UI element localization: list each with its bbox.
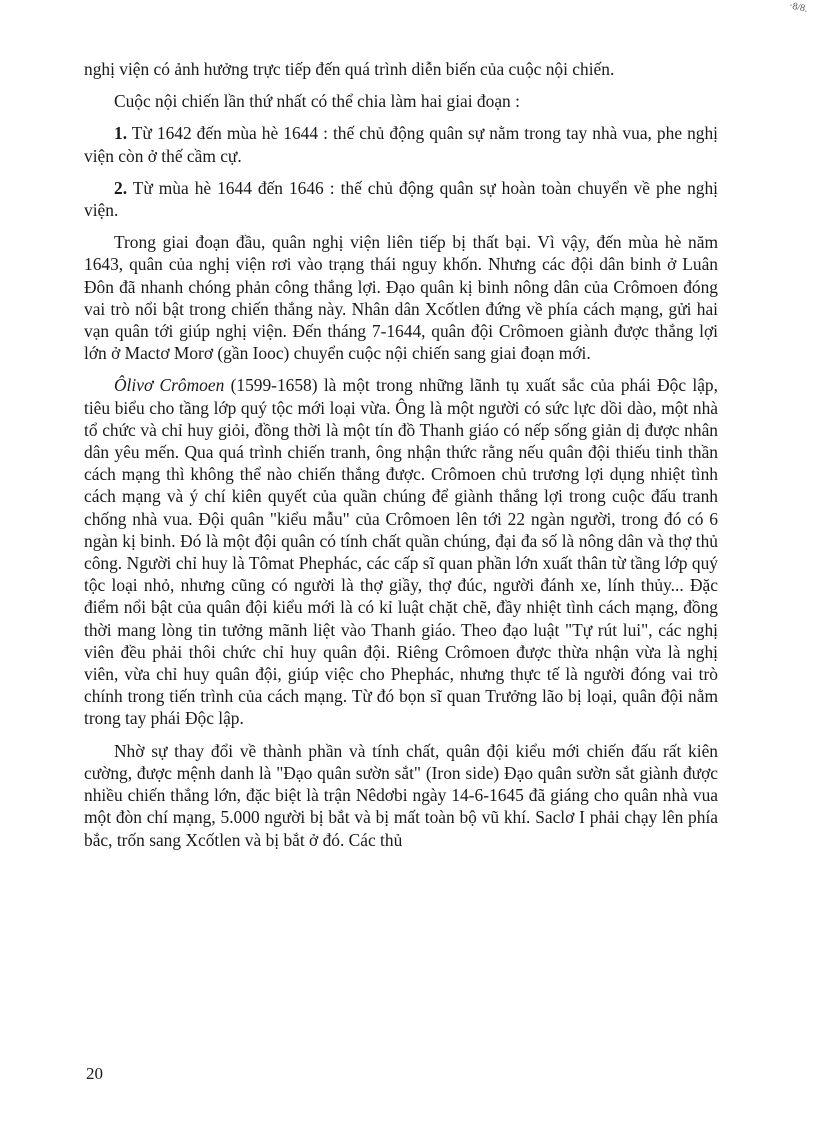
page-body: [84, 58, 718, 851]
stage-text: Từ mùa hè 1644 đến 1646 : thế chủ động quân sự hoàn toàn chuyển về phe nghị viện.: [84, 177, 718, 221]
paragraph-ironside: Nhờ sự thay đổi về thành phần và tính chất, quân đội kiểu mới chiến đấu rất kiên cường, được mệnh danh là "Đạo quân sườn sắt" (Iron side) Đạo quân sườn sắt giành được nhiều chiến thắng lớn, đặc biệt là trận Nêdơbi ngày 14-6-1645 đã giáng cho quân nhà vua một đòn chí mạng, 5.000 người bị bắt và bị mất toàn bộ vũ khí. Saclơ I phải chạy lên phía bắc, trốn sang Xcốtlen và bị bắt ở đó. Các thủ: [84, 740, 718, 850]
paragraph-intro: nghị viện có ảnh hưởng trực tiếp đến quá trình diễn biến của cuộc nội chiến.: [84, 59, 615, 79]
stage-item-2: [84, 177, 718, 221]
stage-number: 2.: [114, 177, 128, 198]
stage-number: 1.: [114, 123, 128, 144]
paragraph-first-phase: Trong giai đoạn đầu, quân nghị viện liên tiếp bị thất bại. Vì vậy, đến mùa hè năm 1643, quân của nghị viện rơi vào trạng thái nguy khốn. Nhưng các đội dân binh ở Luân Đôn đã nhanh chóng phản công thắng lợi. Đạo quân kị binh nông dân của Crômoen đóng vai trò nổi bật trong chiến thắng này. Nhân dân Xcốtlen đứng về phía cách mạng, gửi hai vạn quân tới giúp nghị viện. Đến tháng 7-1644, quân đội Crômoen giành được thắng lợi lớn ở Mactơ Morơ (gần Iooc) chuyển cuộc nội chiến sang giai đoạn mới.: [84, 232, 718, 364]
stage-item-1: [84, 122, 718, 166]
stage-text: Từ 1642 đến mùa hè 1644 : thế chủ động quân sự nằm trong tay nhà vua, phe nghị viện còn ở thế cầm cự.: [84, 123, 718, 166]
cromwell-text: (1599-1658) là một trong những lãnh tụ xuất sắc của phái Độc lập, tiêu biểu cho tầng lớp quý tộc mới loại vừa. Ông là một người có sức lực dồi dào, một nhà tổ chức và chỉ huy giỏi, đồng thời là một tín đồ Thanh giáo có nếp sống giản dị được nhân dân yêu mến. Qua quá trình chiến tranh, ông nhận thức rằng nếu quân đội thiếu tinh thần cách mạng thì không thể nào chiến thắng được. Crômoen chủ trương lợi dụng nhiệt tình cách mạng và ý chí kiên quyết của quần chúng để giành thắng lợi trong cuộc đấu tranh chống nhà vua. Đội quân "kiểu mẫu" của Crômoen lên tới 22 ngàn người, trong đó có 6 ngàn kị binh. Đó là một đội quân có tính chất quần chúng, đại đa số là nông dân và thợ thủ công. Người chỉ huy là Tômat Phephác, các cấp sĩ quan phần lớn xuất thân từ tầng lớp quý tộc loại nhỏ, nhưng cũng có người là thợ giầy, thợ đúc, người đánh xe, lính thủy... Đặc điểm nổi bật của quân đội kiểu mới là có kỉ luật chặt chẽ, đầy nhiệt tình cách mạng, đồng thời mang lòng tin tưởng mãnh liệt vào Thanh giáo. Theo đạo luật "Tự rút lui", các nghị viên đều phải thôi chức chỉ huy quân đội. Riêng Crômoen được thừa nhận vừa là nghị viên, vừa chỉ huy quân đội, giúp việc cho Phephác, nhưng thực tế là người đóng vai trò chính trong tiến trình của cách mạng. Từ đó bọn sĩ quan Trưởng lão bị loại, quân đội nằm trong tay phái Độc lập.: [84, 375, 718, 729]
corner-mark: ·8/8.: [788, 0, 809, 15]
paragraph-cromwell: [84, 374, 718, 729]
cromwell-name: Ôlivơ Crômoen: [114, 375, 225, 396]
page-number: 20: [86, 1064, 103, 1083]
paragraph-stages-intro: Cuộc nội chiến lần thứ nhất có thể chia làm hai giai đoạn :: [114, 91, 520, 112]
